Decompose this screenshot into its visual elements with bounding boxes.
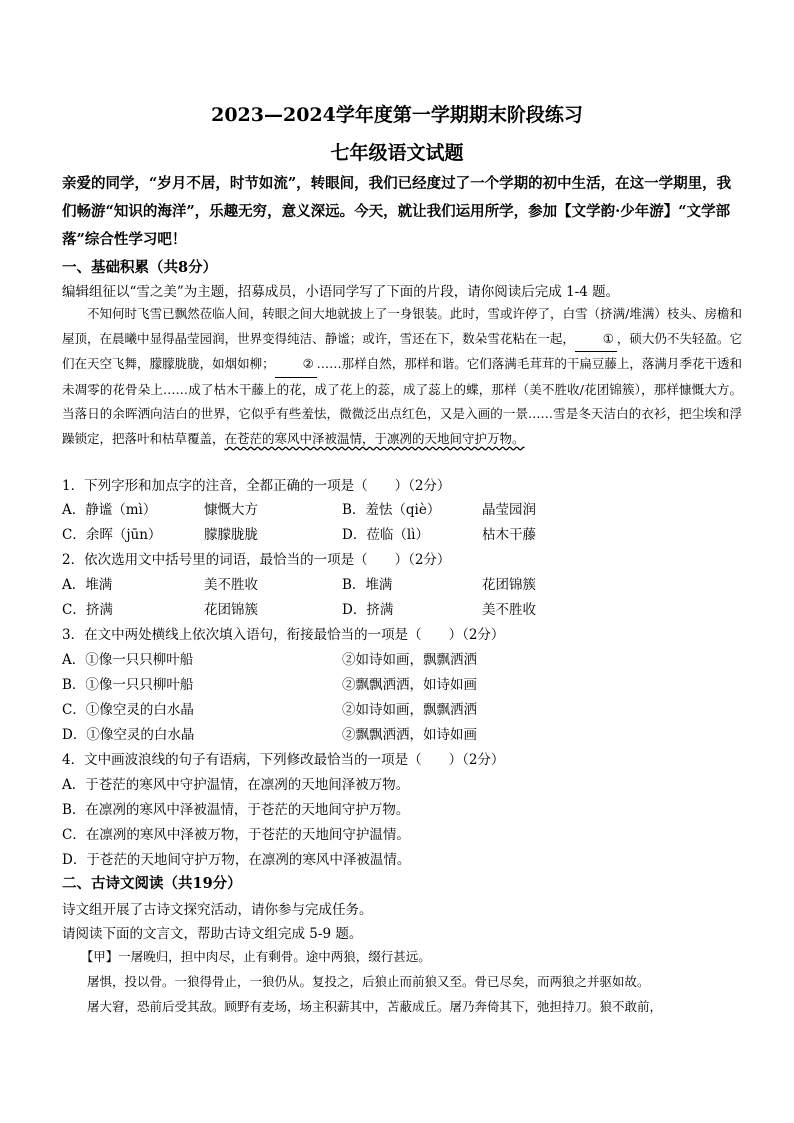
q2-option-b: B．堆满 (342, 577, 393, 593)
q1-option-c-word: 朦朦胧胧 (204, 527, 258, 543)
q1-option-c: C．余晖（jūn） (62, 527, 162, 543)
q4-option-c: C．在凛冽的寒风中泽被万物，于苍茫的天地间守护温情。 (62, 827, 410, 843)
q3-option-d-second: ②飘飘洒洒，如诗如画 (342, 727, 477, 743)
q1-option-b-word: 晶莹园润 (482, 502, 536, 518)
q2-option-a: A．堆满 (62, 577, 113, 593)
section2-instruction: 请阅读下面的文言文，帮助古诗文组完成 5-9 题。 (62, 926, 363, 942)
q3-stem: 3．在文中两处横线上依次填入语句，衔接最恰当的一项是（ ）（2分） (62, 627, 505, 643)
q2-option-d: D．挤满 (342, 602, 394, 618)
page-title: 2023—2024学年度第一学期期末阶段练习 (211, 104, 583, 126)
q3-option-row (62, 673, 762, 695)
q4-option-a: A．于苍茫的寒风中守护温情，在凛冽的天地间泽被万物。 (62, 777, 410, 793)
passage-text-2: ，硕大仍不失轻盈。它们在天空飞舞，朦朦胧胧，如烟如柳； (62, 330, 742, 371)
section1-heading: 一、基础积累（共8分） (62, 259, 218, 276)
q2-options-row-1 (62, 573, 762, 595)
q1-option-d-word: 枯木干藤 (482, 527, 536, 543)
q4-option-d: D．于苍茫的天地间守护万物，在凛冽的寒风中泽被温情。 (62, 852, 411, 868)
q3-option-c: C．①像空灵的白水晶 (62, 702, 194, 718)
wavy-sentence: 在苍茫的寒风中泽被温情，于凛冽的天地间守护万物。 (224, 430, 525, 446)
q2-option-c: C．挤满 (62, 602, 113, 618)
q4-option-b: B．在凛冽的寒风中泽被温情，于苍茫的天地间守护万物。 (62, 802, 410, 818)
passage-text-3: ……那样自然，那样和谐。它们落满毛茸茸的干扁豆藤上，落满月季花干透和未凋零的花骨朵上……成了枯木干藤上的花，成了花上的蕊，成了蕊上的蝶，那样（美不胜收/花团锦簇），那样慷慨大方。当落日的余晖洒向洁白的世界，它似乎有些羞怯，微微泛出点红色，又是入画的一景……雪是冬天洁白的衣衫，把尘埃和浮躁锁定，把落叶和枯草覆盖， (62, 356, 742, 446)
q2-option-d-word: 美不胜收 (482, 602, 536, 618)
q3-option-row (62, 648, 762, 670)
section2-heading: 二、古诗文阅读（共19分） (62, 875, 242, 892)
classical-passage-p1: 【甲】一屠晚归，担中肉尽，止有剩骨。途中两狼，缀行甚远。 (80, 949, 431, 964)
section1-instruction: 编辑组征以“雪之美”为主题，招募成员，小语同学写了下面的片段，请你阅读后完成 1-4 题。 (62, 284, 620, 300)
section2-intro: 诗文组开展了古诗文探究活动，请你参与完成任务。 (62, 902, 373, 918)
q2-options-row-2 (62, 598, 762, 620)
q4-stem: 4．文中画波浪线的句子有语病，下列修改最恰当的一项是（ ）（2分） (62, 752, 505, 768)
q1-option-d: D．莅临（lì） (342, 527, 429, 543)
q1-options-row-1 (62, 498, 762, 520)
q2-option-b-word: 花团锦簇 (482, 577, 536, 593)
classical-passage-p3: 屠大窘，恐前后受其敌。顾野有麦场，场主积薪其中，苫蔽成丘。屠乃奔倚其下，弛担持刀。狼不敢前， (87, 999, 663, 1014)
q3-option-a: A．①像一只只柳叶船 (62, 652, 194, 668)
blank-2: ② (275, 352, 317, 378)
q3-option-b-second: ②飘飘洒洒，如诗如画 (342, 677, 477, 693)
q3-option-row (62, 723, 762, 745)
q1-option-b: B．羞怯（qiè） (342, 502, 441, 518)
q3-option-b: B．①像一只只柳叶船 (62, 677, 194, 693)
q3-option-a-second: ②如诗如画，飘飘洒洒 (342, 652, 477, 668)
q2-option-c-word: 花团锦簇 (204, 602, 258, 618)
intro-paragraph: 亲爱的同学，“岁月不居，时节如流”，转眼间，我们已经度过了一个学期的初中生活，在这一学期里，我们畅游“知识的海洋”，乐趣无穷，意义深远。今天，就让我们运用所学，参加【文学韵·少年游】“文学部落”综合性学习吧！ (62, 175, 732, 248)
q1-option-a-word: 慷慨大方 (204, 502, 258, 518)
page-subtitle: 七年级语文试题 (330, 142, 464, 164)
blank-1: ① (575, 327, 617, 353)
q3-option-c-second: ②如诗如画，飘飘洒洒 (342, 702, 477, 718)
passage-text-1: 不知何时飞雪已飘然莅临人间，转眼之间大地就披上了一身银装。此时，雪或许停了，白雪（挤满/堆满）枝头、房檐和屋顶，在晨曦中显得晶莹园润，世界变得纯洁、静谧；或许，雪还在下，数朵雪花粘在一起， (62, 306, 742, 346)
q1-options-row-2 (62, 523, 762, 545)
classical-passage-p2: 屠惧，投以骨。一狼得骨止，一狼仍从。复投之，后狼止而前狼又至。骨已尽矣，而两狼之并驱如故。 (87, 974, 650, 989)
q1-option-a: A．静谧（mì） (62, 502, 157, 518)
q1-stem: 1．下列字形和加点字的注音，全都正确的一项是（ ）（2分） (62, 478, 451, 494)
q3-option-d: D．①像空灵的白水晶 (62, 727, 195, 743)
q2-stem: 2．依次选用文中括号里的词语，最恰当的一项是（ ）（2分） (62, 552, 451, 568)
q2-option-a-word: 美不胜收 (204, 577, 258, 593)
reading-passage (62, 302, 742, 451)
q3-option-row (62, 698, 762, 720)
